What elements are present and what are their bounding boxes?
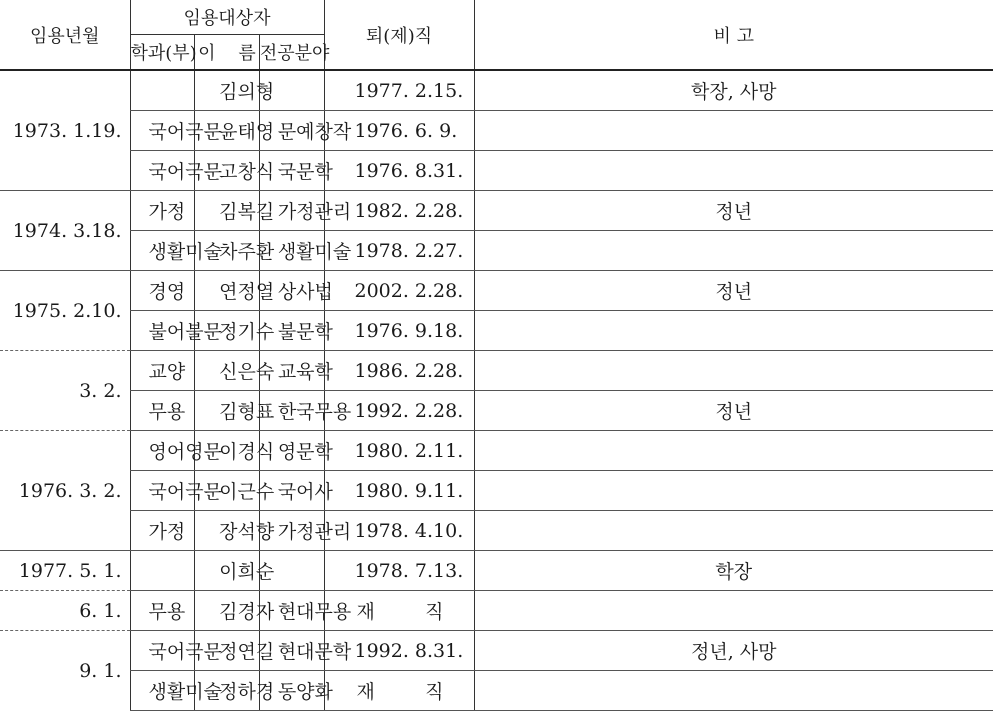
char: 형 — [237, 401, 256, 423]
char: 불 — [277, 321, 297, 343]
row-dept — [130, 311, 222, 351]
char: 수 — [255, 481, 275, 503]
char: 사 — [296, 281, 315, 303]
char: 정 — [296, 521, 315, 543]
char: 어 — [166, 161, 186, 183]
char: 학 — [314, 441, 333, 463]
char: 문 — [296, 321, 315, 343]
char: 길 — [255, 201, 275, 223]
char: 문 — [296, 161, 315, 183]
char: 가 — [148, 521, 167, 543]
header-dept: 학과(부) — [130, 35, 195, 71]
char: 어 — [166, 481, 186, 503]
row-retire: 1992. 8.31. — [324, 631, 474, 671]
char: 태 — [237, 121, 256, 143]
row-name — [195, 591, 275, 631]
char: 석 — [237, 521, 256, 543]
row-retire: 1992. 2.28. — [324, 391, 474, 431]
table-row — [0, 311, 993, 351]
char: 미 — [314, 241, 333, 263]
row-name — [195, 271, 275, 311]
char: 관 — [314, 521, 333, 543]
row-note — [474, 591, 993, 631]
char: 직 — [425, 601, 444, 623]
char: 경 — [237, 601, 256, 623]
char: 창 — [237, 161, 256, 183]
char: 술 — [203, 241, 222, 263]
char: 양 — [296, 681, 315, 703]
row-note — [474, 351, 993, 391]
char: 문 — [203, 441, 222, 463]
char: 고 — [219, 161, 238, 183]
char: 윤 — [219, 121, 238, 143]
char: 연 — [219, 281, 238, 303]
char: 생 — [277, 241, 297, 263]
row-retire: 1980. 2.11. — [324, 431, 474, 471]
row-note — [474, 111, 993, 151]
char: 관 — [314, 201, 333, 223]
char: 생 — [148, 681, 167, 703]
char: 활 — [296, 241, 315, 263]
row-note — [474, 511, 993, 551]
char: 식 — [255, 441, 275, 463]
char: 향 — [255, 521, 275, 543]
row-dept — [130, 431, 222, 471]
char: 기 — [237, 321, 256, 343]
char: 표 — [255, 401, 275, 423]
char: 법 — [314, 281, 333, 303]
row-note — [474, 471, 993, 511]
char: 정 — [166, 521, 186, 543]
char: 리 — [332, 201, 352, 223]
table-row — [0, 191, 993, 231]
char: 정 — [237, 281, 256, 303]
char: 은 — [237, 361, 256, 383]
row-name — [195, 191, 275, 231]
table-row — [0, 671, 993, 711]
char: 정 — [296, 201, 315, 223]
char: 용 — [166, 401, 186, 423]
char: 주 — [237, 241, 256, 263]
row-note: 학장, 사망 — [474, 70, 993, 111]
char: 형 — [255, 81, 275, 103]
char: 가 — [148, 201, 167, 223]
row-dept — [130, 551, 195, 591]
char: 어 — [166, 321, 186, 343]
row-date: 3. 2. — [0, 351, 130, 431]
row-date: 6. 1. — [0, 591, 130, 631]
row-dept — [130, 671, 222, 711]
char: 영 — [277, 441, 297, 463]
row-date: 9. 1. — [79, 659, 122, 682]
char: 정 — [219, 641, 238, 663]
char: 숙 — [255, 361, 275, 383]
char: 자 — [255, 601, 275, 623]
header-field: 전공분야 — [259, 35, 324, 71]
char: 김 — [219, 201, 238, 223]
row-retire: 2002. 2.28. — [324, 271, 474, 311]
char: 순 — [255, 561, 275, 583]
row-note — [474, 231, 993, 271]
row-date: 1976. 3. 2. — [0, 431, 130, 551]
char: 양 — [166, 361, 186, 383]
char: 활 — [166, 681, 186, 703]
char: 문 — [296, 441, 315, 463]
char: 불 — [148, 321, 167, 343]
header-date: 임용년월 — [0, 0, 130, 70]
row-note: 정년 — [474, 271, 993, 311]
char: 연 — [237, 641, 256, 663]
row-retire: 1976. 6. 9. — [324, 111, 474, 151]
row-note — [474, 431, 993, 471]
char: 미 — [185, 241, 204, 263]
row-retire: 1980. 9.11. — [324, 471, 474, 511]
char: 화 — [314, 681, 333, 703]
char: 경 — [237, 441, 256, 463]
char: 신 — [219, 361, 238, 383]
char: 학 — [314, 321, 333, 343]
char: 영 — [255, 121, 275, 143]
char: 국 — [185, 641, 204, 663]
row-date: 1974. 3.18. — [0, 191, 130, 271]
char: 희 — [237, 561, 256, 583]
char: 열 — [255, 281, 275, 303]
char: 국 — [277, 161, 297, 183]
char: 근 — [237, 481, 256, 503]
char: 김 — [219, 601, 238, 623]
char: 정 — [219, 681, 238, 703]
row-name — [195, 351, 275, 391]
row-dept — [130, 591, 195, 631]
char: 작 — [332, 121, 352, 143]
char: 리 — [332, 521, 352, 543]
row-dept — [130, 70, 195, 111]
char: 육 — [296, 361, 315, 383]
char: 용 — [166, 601, 186, 623]
header-group: 임용대상자 — [130, 0, 324, 35]
char: 가 — [277, 521, 297, 543]
char: 경 — [255, 681, 275, 703]
char: 국 — [148, 481, 167, 503]
char: 식 — [255, 161, 275, 183]
char: 경 — [148, 281, 167, 303]
char: 가 — [277, 201, 297, 223]
char: 국 — [148, 161, 167, 183]
table-row — [0, 351, 993, 391]
char: 이 — [219, 441, 238, 463]
table-body — [0, 70, 993, 711]
char: 문 — [203, 481, 222, 503]
char: 하 — [237, 681, 256, 703]
row-retire: 1982. 2.28. — [324, 191, 474, 231]
char: 국 — [148, 641, 167, 663]
char: 학 — [314, 161, 333, 183]
char: 예 — [296, 121, 315, 143]
row-retire: 1978. 7.13. — [324, 551, 474, 591]
char: 교 — [277, 361, 297, 383]
row-retire: 1976. 9.18. — [324, 311, 474, 351]
char: 수 — [255, 321, 275, 343]
row-dept — [130, 231, 222, 271]
char: 국 — [185, 481, 204, 503]
char: 활 — [166, 241, 186, 263]
char: 환 — [255, 241, 275, 263]
char: 국 — [148, 121, 167, 143]
char: 문 — [203, 321, 222, 343]
row-retire: 1986. 2.28. — [324, 351, 474, 391]
row-name — [195, 511, 275, 551]
table-row — [0, 391, 993, 431]
char: 복 — [237, 201, 256, 223]
char: 사 — [314, 481, 333, 503]
table-row — [0, 511, 993, 551]
row-note — [474, 151, 993, 191]
row-note: 정년 — [474, 391, 993, 431]
row-note: 정년 — [474, 191, 993, 231]
table-row — [0, 471, 993, 511]
char: 영 — [185, 441, 204, 463]
char: 대 — [296, 601, 315, 623]
char: 무 — [148, 401, 167, 423]
char: 영 — [148, 441, 167, 463]
char: 학 — [332, 641, 352, 663]
char: 동 — [277, 681, 297, 703]
char: 무 — [314, 601, 333, 623]
char: 재 — [356, 681, 375, 703]
row-dept — [130, 111, 222, 151]
char: 정 — [166, 201, 186, 223]
table-row — [0, 551, 993, 591]
char: 어 — [166, 641, 186, 663]
char: 술 — [332, 241, 352, 263]
char: 장 — [219, 521, 238, 543]
char: 정 — [219, 321, 238, 343]
char: 현 — [277, 641, 297, 663]
char: 문 — [203, 121, 222, 143]
table-row — [0, 591, 993, 631]
char: 길 — [255, 641, 275, 663]
row-dept — [130, 471, 222, 511]
row-dept — [130, 271, 195, 311]
row-note: 학장 — [474, 551, 993, 591]
char: 술 — [203, 681, 222, 703]
row-date: 1973. 1.19. — [0, 70, 130, 191]
char: 용 — [332, 601, 352, 623]
char: 무 — [314, 401, 333, 423]
table-row — [0, 111, 993, 151]
table-row — [0, 271, 993, 311]
row-retire: 1976. 8.31. — [324, 151, 474, 191]
char: 김 — [219, 81, 238, 103]
char: 어 — [296, 481, 315, 503]
char: 김 — [219, 401, 238, 423]
char: 어 — [166, 441, 186, 463]
char: 무 — [148, 601, 167, 623]
row-dept — [130, 631, 222, 671]
char: 국 — [185, 121, 204, 143]
char: 미 — [185, 681, 204, 703]
char: 문 — [314, 641, 333, 663]
char: 국 — [185, 161, 204, 183]
char: 교 — [148, 361, 167, 383]
char: 문 — [277, 121, 297, 143]
row-note — [474, 311, 993, 351]
char: 재 — [356, 601, 375, 623]
char: 불 — [185, 321, 204, 343]
row-retire: 1978. 4.10. — [324, 511, 474, 551]
char: 용 — [332, 401, 352, 423]
char: 상 — [277, 281, 297, 303]
char: 국 — [296, 401, 315, 423]
row-name — [195, 70, 275, 111]
table-row — [0, 151, 993, 191]
row-name — [195, 391, 275, 431]
char: 현 — [277, 601, 297, 623]
table-row — [0, 431, 993, 471]
char: 문 — [203, 161, 222, 183]
table-row — [0, 70, 993, 111]
row-retire: 1978. 2.27. — [324, 231, 474, 271]
char: 이 — [219, 561, 238, 583]
row-date: 1975. 2.10. — [0, 271, 130, 351]
char: 이 — [219, 481, 238, 503]
row-name — [195, 551, 275, 591]
row-dept — [130, 191, 195, 231]
table-row — [0, 631, 993, 671]
char: 의 — [237, 81, 256, 103]
char: 생 — [148, 241, 167, 263]
row-date: 1977. 5. 1. — [0, 551, 130, 591]
char: 국 — [277, 481, 297, 503]
char: 대 — [296, 641, 315, 663]
header-retire: 퇴(제)직 — [324, 0, 474, 70]
char: 문 — [203, 641, 222, 663]
char: 창 — [314, 121, 333, 143]
char: 영 — [166, 281, 186, 303]
header-note: 비 고 — [474, 0, 993, 70]
char: 어 — [166, 121, 186, 143]
row-dept — [130, 151, 222, 191]
char: 한 — [277, 401, 297, 423]
char: 학 — [314, 361, 333, 383]
row-retire: 1977. 2.15. — [324, 70, 474, 111]
row-dept — [130, 391, 195, 431]
table-row — [0, 231, 993, 271]
row-dept — [130, 511, 195, 551]
row-dept — [130, 351, 195, 391]
row-note: 정년, 사망 — [474, 631, 993, 671]
row-note — [474, 671, 993, 711]
char: 직 — [425, 681, 444, 703]
header-row-1 — [0, 0, 993, 35]
row-retire — [324, 671, 474, 711]
header-name: 이 름 — [195, 35, 260, 71]
char: 차 — [219, 241, 238, 263]
